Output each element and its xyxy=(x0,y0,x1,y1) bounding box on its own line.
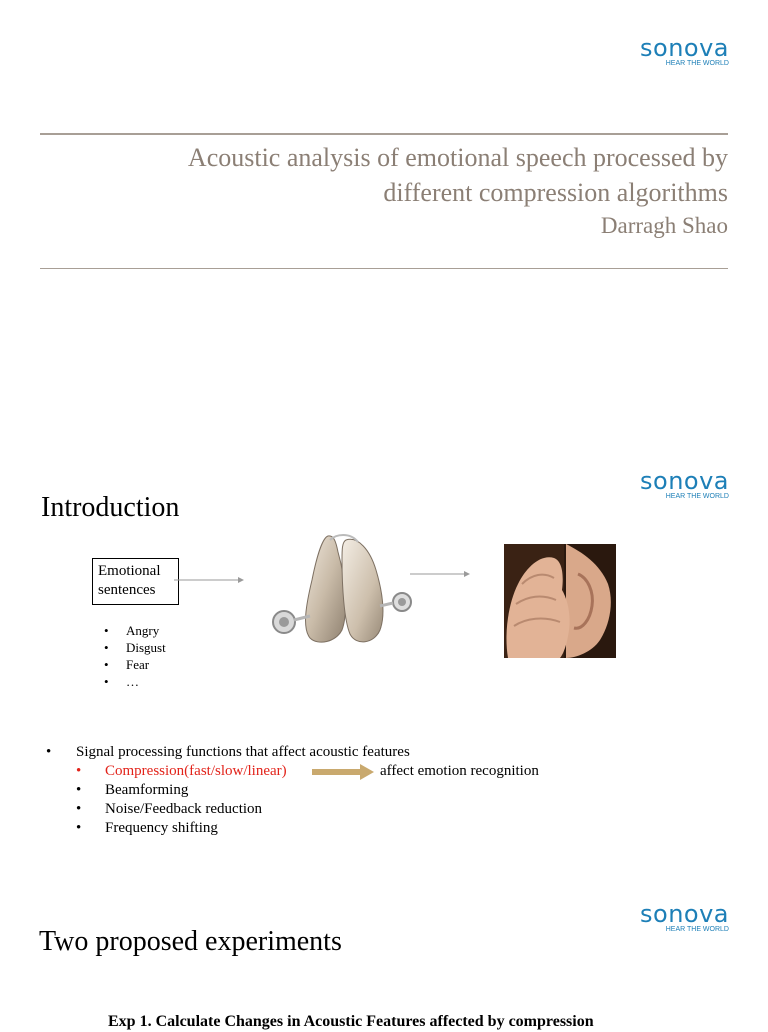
title-top-rule xyxy=(40,133,728,135)
sonova-logo xyxy=(607,469,729,501)
emotional-sentences-box xyxy=(92,558,179,605)
emotion-item: • Fear xyxy=(104,656,166,673)
box-line-2: sentences xyxy=(98,582,156,598)
intro-heading: Introduction xyxy=(41,492,180,523)
function-beamforming: • Beamforming xyxy=(46,781,410,800)
logo-wordmark: sonova xyxy=(640,34,729,62)
function-frequency-shifting: • Frequency shifting xyxy=(46,819,410,838)
emotion-item: • Angry xyxy=(104,622,166,639)
slide-title-line-2: different compression algorithms xyxy=(383,178,728,207)
arrow-to-hearing-aid xyxy=(174,574,246,586)
logo-tagline: HEAR THE WORLD xyxy=(665,60,729,67)
author-name: Darragh Shao xyxy=(600,213,728,238)
sonova-logo xyxy=(607,902,729,934)
logo-wordmark: sonova xyxy=(640,900,729,928)
logo-tagline: HEAR THE WORLD xyxy=(665,493,729,500)
box-line-1: Emotional xyxy=(98,563,161,579)
logo-wordmark: sonova xyxy=(640,467,729,495)
compression-effect-arrow xyxy=(312,764,376,780)
sonova-logo xyxy=(607,36,729,68)
logo-tagline: HEAR THE WORLD xyxy=(665,926,729,933)
function-compression: • Compression(fast/slow/linear) xyxy=(46,762,410,781)
compression-result-text: affect emotion recognition xyxy=(380,763,539,779)
arrow-to-ear xyxy=(410,568,474,580)
slide-title-line-1: Acoustic analysis of emotional speech processed by xyxy=(187,143,728,172)
emotion-item: • … xyxy=(104,673,166,690)
experiments-heading: Two proposed experiments xyxy=(39,926,342,957)
emotion-list xyxy=(104,622,166,690)
experiment-1-text: Exp 1. Calculate Changes in Acoustic Features affected by compression xyxy=(108,1013,594,1030)
signal-processing-list xyxy=(46,743,410,838)
signal-processing-heading: • Signal processing functions that affect acoustic features xyxy=(46,743,410,762)
hearing-aids-image xyxy=(266,530,416,650)
function-noise-feedback: • Noise/Feedback reduction xyxy=(46,800,410,819)
hand-to-ear-image xyxy=(504,544,616,658)
title-slide xyxy=(0,0,768,430)
title-bottom-rule xyxy=(40,268,728,269)
emotion-item: • Disgust xyxy=(104,639,166,656)
